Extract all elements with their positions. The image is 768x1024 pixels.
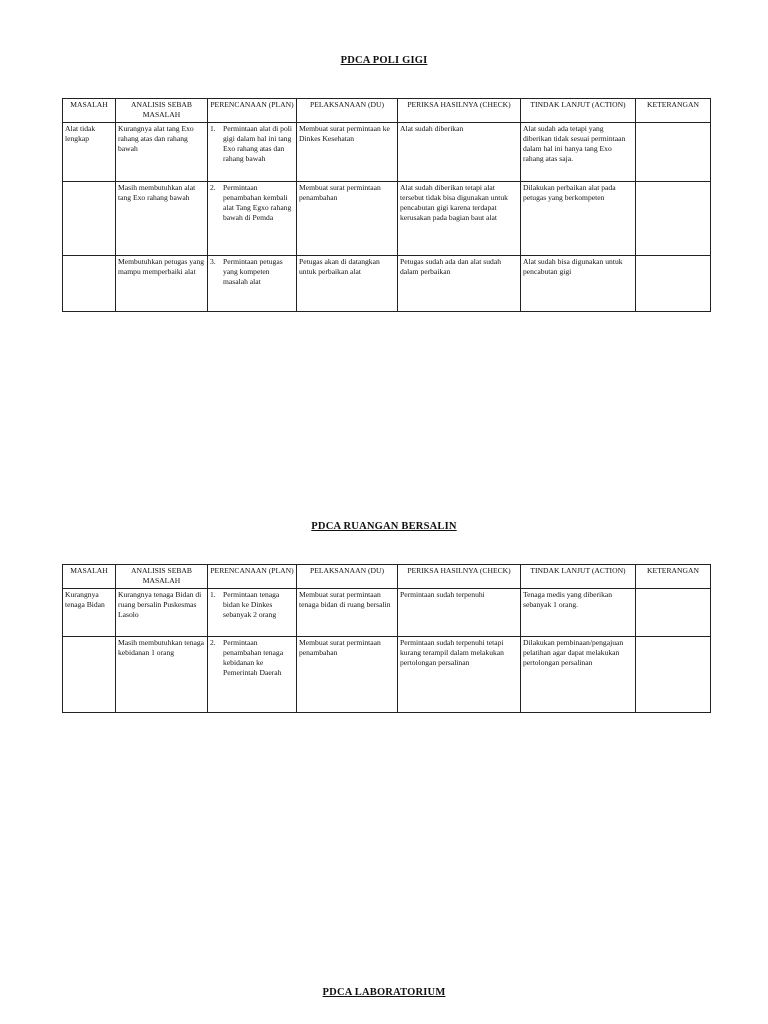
plan-number: 1. xyxy=(210,123,216,133)
cell-check: Petugas sudah ada dan alat sudah dalam perbaikan xyxy=(398,255,521,311)
cell-keterangan xyxy=(636,636,711,712)
plan-number: 3. xyxy=(210,256,216,266)
plan-text: Permintaan penambahan kembali alat Tang Egxo rahang bawah di Pemda xyxy=(223,182,292,223)
cell-plan xyxy=(208,636,297,712)
plan-number: 2. xyxy=(210,182,216,192)
poli-gigi-title: PDCA POLI GIGI xyxy=(340,55,428,66)
cell-check: Alat sudah diberikan tetapi alat tersebut tidak bisa digunakan untuk pencabutan gigi karena terdapat kerusakan pada bagian baut alat xyxy=(398,181,521,255)
poli-gigi-table xyxy=(62,98,711,312)
cell-plan xyxy=(208,588,297,636)
table-row xyxy=(63,122,711,181)
col-header-check: PERIKSA HASILNYA (CHECK) xyxy=(398,565,521,589)
cell-do: Membuat surat permintaan penambahan xyxy=(297,636,398,712)
cell-do: Membuat surat permintaan penambahan xyxy=(297,181,398,255)
cell-masalah xyxy=(63,181,116,255)
cell-check: Alat sudah diberikan xyxy=(398,122,521,181)
cell-keterangan xyxy=(636,255,711,311)
plan-text: Permintaan alat di poli gigi dalam hal ini tang Exo rahang atas dan rahang bawah xyxy=(223,123,292,164)
cell-analisis: Membutuhkan petugas yang mampu memperbaiki alat xyxy=(116,255,208,311)
cell-action: Tenaga medis yang diberikan sebanyak 1 orang. xyxy=(521,588,636,636)
cell-masalah: Alat tidak lengkap xyxy=(63,122,116,181)
col-header-keterangan: KETERANGAN xyxy=(636,565,711,589)
cell-masalah xyxy=(63,255,116,311)
ruangan-bersalin-table xyxy=(62,564,711,713)
cell-analisis: Masih membutuhkan alat tang Exo rahang bawah xyxy=(116,181,208,255)
col-header-plan: PERENCANAAN (PLAN) xyxy=(208,99,297,123)
laboratorium-title: PDCA LABORATORIUM xyxy=(322,987,446,998)
cell-do: Petugas akan di datangkan untuk perbaikan alat xyxy=(297,255,398,311)
table-row xyxy=(63,181,711,255)
cell-plan xyxy=(208,181,297,255)
plan-number: 1. xyxy=(210,589,216,599)
col-header-check: PERIKSA HASILNYA (CHECK) xyxy=(398,99,521,123)
col-header-do: PELAKSANAAN (DU) xyxy=(297,565,398,589)
cell-do: Membuat surat permintaan ke Dinkes Kesehatan xyxy=(297,122,398,181)
cell-action: Alat sudah bisa digunakan untuk pencabutan gigi xyxy=(521,255,636,311)
plan-number: 2. xyxy=(210,637,216,647)
col-header-masalah: MASALAH xyxy=(63,99,116,123)
plan-text: Permintaan petugas yang kompeten masalah alat xyxy=(223,256,283,286)
table-header-row xyxy=(63,565,711,589)
cell-masalah xyxy=(63,636,116,712)
cell-analisis: Masih membutuhkan tenaga kebidanan 1 orang xyxy=(116,636,208,712)
table-row xyxy=(63,588,711,636)
ruangan-bersalin-title: PDCA RUANGAN BERSALIN xyxy=(311,521,457,532)
cell-do: Membuat surat permintaan tenaga bidan di ruang bersalin xyxy=(297,588,398,636)
cell-check: Permintaan sudah terpenuhi xyxy=(398,588,521,636)
cell-action: Dilakukan pembinaan/pengajuan pelatihan agar dapat melakukan pertolongan persalinan xyxy=(521,636,636,712)
cell-masalah: Kurangnya tenaga Bidan xyxy=(63,588,116,636)
cell-plan xyxy=(208,255,297,311)
col-header-analisis: ANALISIS SEBAB MASALAH xyxy=(116,565,208,589)
cell-check: Permintaan sudah terpenuhi tetapi kurang terampil dalam melakukan pertolongan persalinan xyxy=(398,636,521,712)
col-header-action: TINDAK LANJUT (ACTION) xyxy=(521,565,636,589)
cell-analisis: Kurangnya tenaga Bidan di ruang bersalin Puskesmas Lasolo xyxy=(116,588,208,636)
plan-text: Permintaan penambahan tenaga kebidanan ke Pemerintah Daerah xyxy=(223,637,284,678)
cell-keterangan xyxy=(636,122,711,181)
col-header-do: PELAKSANAAN (DU) xyxy=(297,99,398,123)
table-row xyxy=(63,255,711,311)
cell-keterangan xyxy=(636,588,711,636)
cell-action: Dilakukan perbaikan alat pada petugas yang berkompeten xyxy=(521,181,636,255)
col-header-masalah: MASALAH xyxy=(63,565,116,589)
table-row xyxy=(63,636,711,712)
cell-plan xyxy=(208,122,297,181)
plan-text: Permintaan tenaga bidan ke Dinkes sebanyak 2 orang xyxy=(223,589,280,619)
cell-keterangan xyxy=(636,181,711,255)
col-header-plan: PERENCANAAN (PLAN) xyxy=(208,565,297,589)
cell-action: Alat sudah ada tetapi yang diberikan tidak sesuai permintaan dalam hal ini hanya tang Exo rahang atas saja. xyxy=(521,122,636,181)
col-header-action: TINDAK LANJUT (ACTION) xyxy=(521,99,636,123)
table-header-row xyxy=(63,99,711,123)
cell-analisis: Kurangnya alat tang Exo rahang atas dan rahang bawah xyxy=(116,122,208,181)
col-header-keterangan: KETERANGAN xyxy=(636,99,711,123)
col-header-analisis: ANALISIS SEBAB MASALAH xyxy=(116,99,208,123)
